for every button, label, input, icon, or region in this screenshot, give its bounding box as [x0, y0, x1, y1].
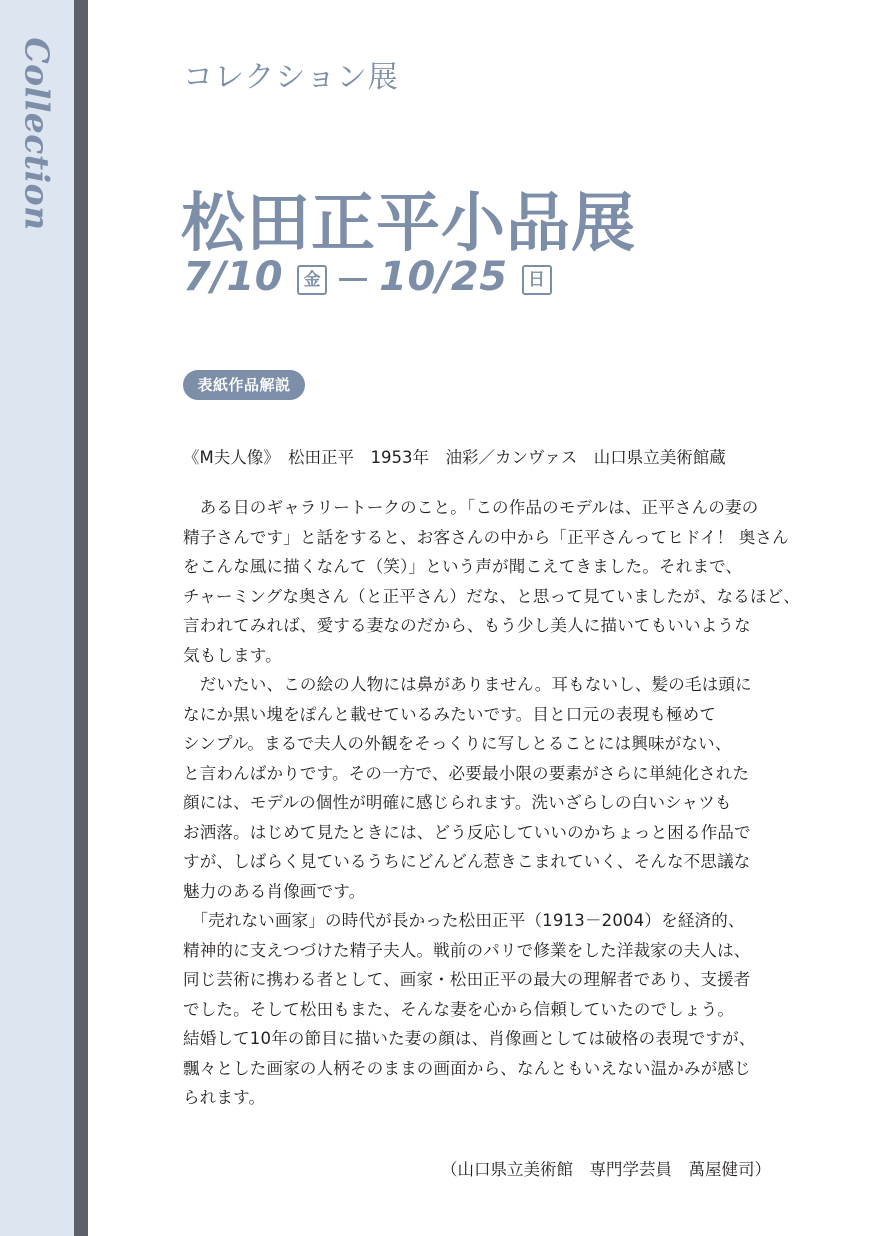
start-date: 7/10: [183, 254, 284, 300]
body-line: られます。: [183, 1088, 266, 1107]
commentary-body: [183, 493, 801, 1113]
body-line: 飄々とした画家の人柄そのままの画面から、なんともいえない温かみが感じ: [183, 1058, 751, 1078]
category-heading: コレクション展: [183, 60, 399, 95]
body-line: でした。そして松田もまた、そんな妻を心から信頼していたのでしょう。: [183, 999, 735, 1019]
body-line: 精子さんです」と話をすると、お客さんの中から「正平さんってヒドイ！ 奥さん: [183, 527, 789, 547]
body-line: ある日のギャラリートークのこと。「この作品のモデルは、正平さんの妻の: [183, 498, 759, 517]
sidebar-divider: [74, 0, 88, 1236]
end-day-badge: 日: [522, 265, 552, 295]
artwork-caption: 《M夫人像》 松田正平 1953年 油彩／カンヴァス 山口県立美術館蔵: [183, 448, 726, 467]
exhibition-dates: [183, 252, 552, 302]
body-line: 魅力のある肖像画です。: [183, 881, 366, 901]
body-line: をこんな風に描くなんて（笑）」という声が聞こえてきました。それまで、: [183, 557, 743, 576]
end-date: 10/25: [379, 254, 508, 300]
body-line: と言わんばかりです。その一方で、必要最小限の要素がさらに単純化された: [183, 763, 750, 783]
body-line: お洒落。はじめて見たときには、どう反応していいのかちょっと困る作品で: [183, 822, 751, 842]
collection-vertical-label: Collection: [17, 37, 57, 231]
body-line: 同じ芸術に携わる者として、画家・松田正平の最大の理解者であり、支援者: [183, 970, 751, 989]
date-range-dash: [339, 278, 367, 281]
body-line: 精神的に支えつづけた精子夫人。戦前のパリで修業をした洋裁家の夫人は、: [183, 940, 751, 960]
body-line: 気もします。: [183, 645, 282, 665]
body-line: なにか黒い塊をぽんと載せているみたいです。目と口元の表現も極めて: [183, 704, 717, 724]
start-day-badge: 金: [297, 265, 327, 295]
body-line: だいたい、この絵の人物には鼻がありません。耳もないし、髪の毛は頭に: [183, 675, 752, 694]
body-line: 言われてみれば、愛する妻なのだから、もう少し美人に描いてもいいような: [183, 616, 751, 635]
body-line: シンプル。まるで夫人の外観をそっくりに写しとることには興味がない、: [183, 734, 732, 753]
body-line: 結婚して10年の節目に描いた妻の顔は、肖像画としては破格の表現ですが、: [183, 1029, 756, 1048]
body-line: 顔には、モデルの個性が明確に感じられます。洗いざらしの白いシャツも: [183, 793, 732, 812]
author-credit: （山口県立美術館 専門学芸員 萬屋健司）: [441, 1160, 771, 1179]
body-line: 「売れない画家」の時代が長かった松田正平（1913－2004）を経済的、: [183, 911, 745, 930]
body-line: チャーミングな奥さん（と正平さん）だな、と思って見ていましたが、なるほど、: [183, 586, 801, 606]
section-badge: 表紙作品解説: [183, 370, 305, 400]
body-line: すが、しばらく見ているうちにどんどん惹きこまれていく、そんな不思議な: [183, 852, 751, 871]
exhibition-title: 松田正平小品展: [181, 187, 636, 261]
